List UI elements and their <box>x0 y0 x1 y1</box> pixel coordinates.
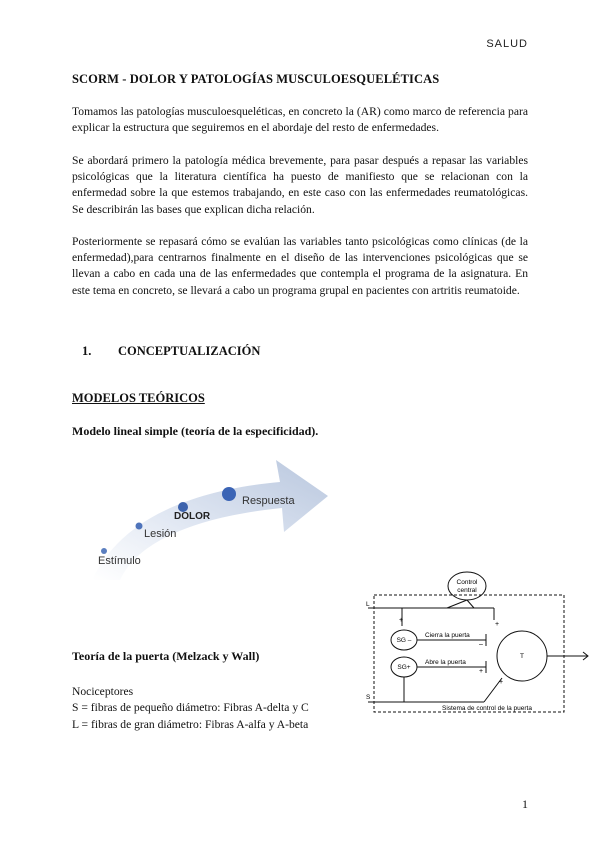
nociceptor-heading: Nociceptores <box>72 685 134 698</box>
section-title: CONCEPTUALIZACIÓN <box>118 344 261 358</box>
control-label-1: Control <box>456 579 478 586</box>
intro-paragraph-3: Posteriormente se repasará cómo se evalúan las variables tanto psicológicas como clínicas (de la enfermedad),para centrarnos finalmente en el diseño de las intervenciones psicológicas que se llevan a cabo en cada una de las enfermedades que contempla el programa de la asignatura. En este tema en concreto, se llevará a cabo un programa grupal en pacientes con artritis reumatoide. <box>72 235 528 297</box>
intro-paragraph-2: Se abordará primero la patología médica brevemente, para pasar después a repasar las variables psicológicas que la literatura científica ha puesto de manifiesto que se relacionan con la enfermedad sobre la que estemos trabajando, en este caso con las enfermedades reumatológicas. Se describirán las bases que explican dicha relación. <box>72 154 528 216</box>
system-label: Sistema de control de la puerta <box>442 705 532 712</box>
minus-sign: – <box>479 641 483 648</box>
page-header: SALUD <box>486 38 528 50</box>
gate-theory-title: Teoría de la puerta (Melzack y Wall) <box>72 649 260 663</box>
section-number: 1. <box>82 344 92 358</box>
plus-sign: + <box>495 621 500 628</box>
nociceptor-list <box>72 684 309 733</box>
sg-plus-label: SG+ <box>397 664 411 671</box>
open-gate-label: Abre la puerta <box>425 659 466 666</box>
close-gate-label: Cierra la puerta <box>425 632 470 639</box>
control-label-2: central <box>457 587 477 594</box>
t-label: T <box>520 653 524 660</box>
plus-sign: + <box>479 668 484 675</box>
section-heading <box>72 344 260 359</box>
s-fibers-line: S = fibras de pequeño diámetro: Fibras A-delta y C <box>72 701 309 715</box>
step-dot-lesion <box>136 523 143 530</box>
step-dot-estimulo <box>101 548 107 554</box>
sg-minus-label: SG – <box>396 637 412 644</box>
step-label-dolor: DOLOR <box>174 511 211 522</box>
plus-sign: + <box>399 617 404 624</box>
plus-sign: + <box>499 679 504 686</box>
document-title: SCORM - DOLOR Y PATOLOGÍAS MUSCULOESQUELÉTICAS <box>72 72 440 86</box>
step-label-respuesta: Respuesta <box>242 495 295 507</box>
step-label-lesion: Lesión <box>144 528 177 540</box>
linear-model-diagram <box>80 452 340 592</box>
gate-control-diagram <box>362 568 594 720</box>
step-dot-respuesta <box>222 487 236 501</box>
models-heading: MODELOS TEÓRICOS <box>72 391 205 405</box>
s-label: S <box>366 694 371 701</box>
intro-paragraph-1: Tomamos las patologías musculoesqueléticas, en concreto la (AR) como marco de referencia para explicar la estructura que seguiremos en el abordaje del resto de enfermedades. <box>72 105 528 135</box>
l-fibers-line: L = fibras de gran diámetro: Fibras A-alfa y A-beta <box>72 717 309 731</box>
linear-model-title: Modelo lineal simple (teoría de la especificidad). <box>72 424 319 438</box>
page-number: 1 <box>522 797 528 811</box>
step-label-estimulo: Estímulo <box>98 555 141 567</box>
control-central-node <box>448 572 486 600</box>
l-label: L <box>366 601 370 608</box>
